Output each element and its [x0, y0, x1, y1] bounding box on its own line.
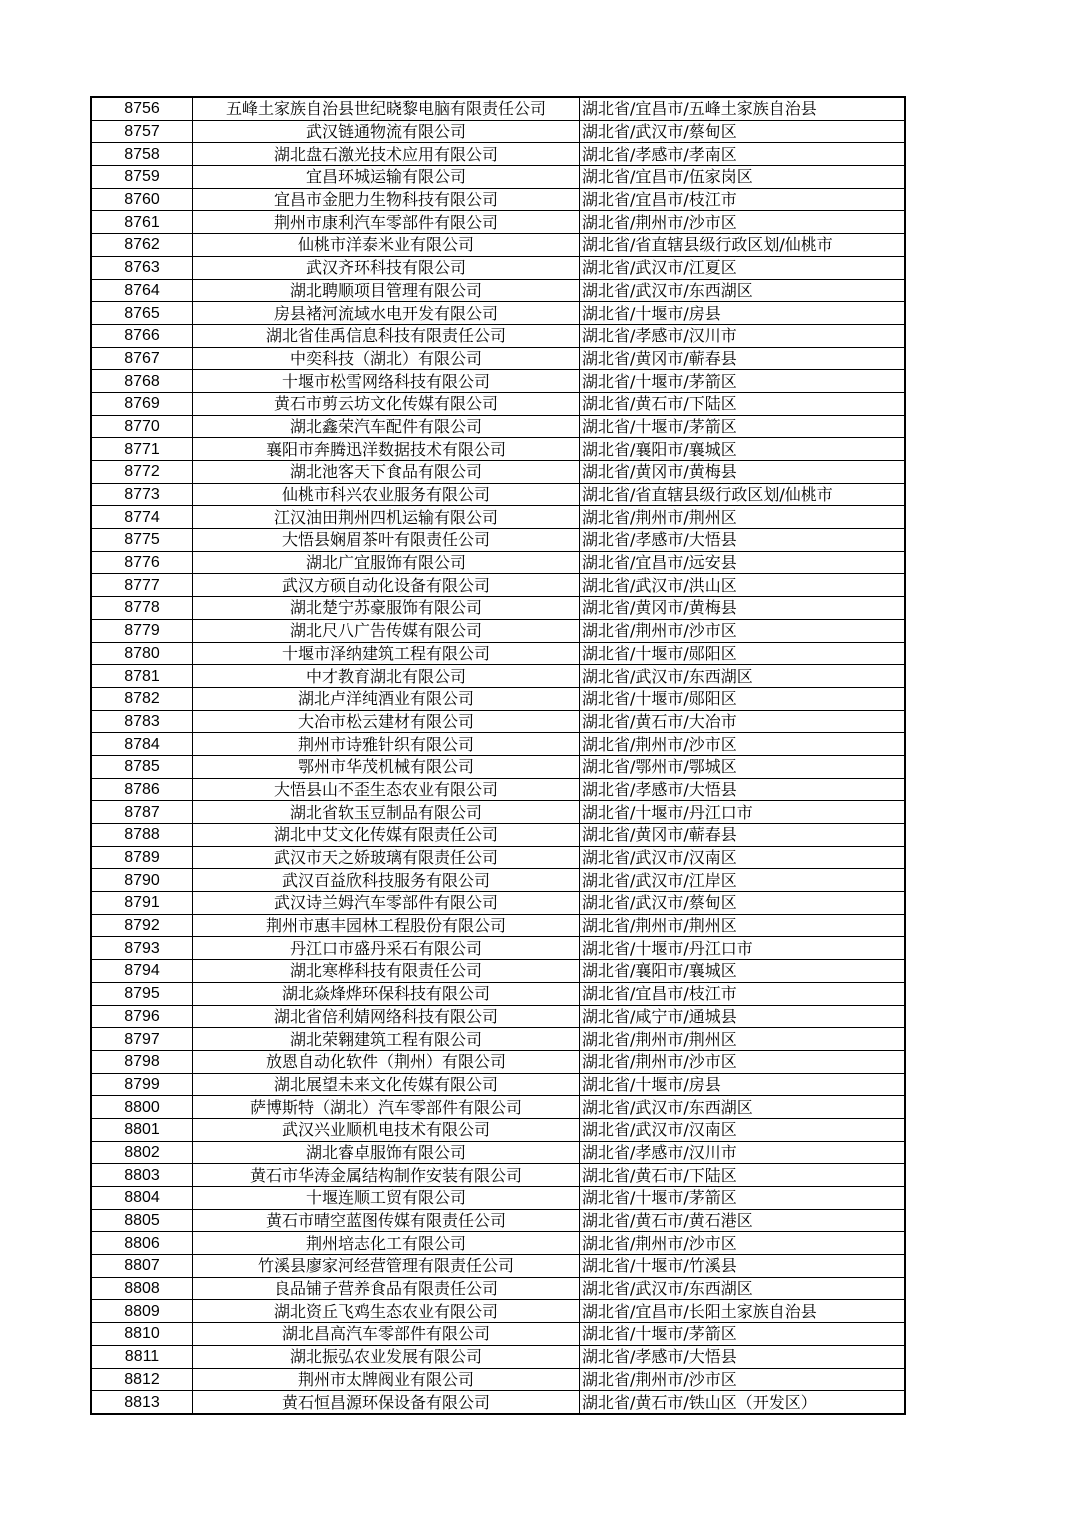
row-number-cell: 8790	[91, 869, 193, 892]
row-number-cell: 8778	[91, 597, 193, 620]
company-name-cell: 湖北资丘飞鸡生态农业有限公司	[193, 1300, 580, 1323]
table-row	[91, 801, 905, 824]
company-name-cell: 湖北荣翱建筑工程有限公司	[193, 1028, 580, 1051]
company-name-cell: 湖北盘石激光技术应用有限公司	[193, 143, 580, 166]
table-row	[91, 256, 905, 279]
row-number-cell: 8791	[91, 892, 193, 915]
company-name-cell: 十堰市松雪网络科技有限公司	[193, 370, 580, 393]
table-row	[91, 824, 905, 847]
table-row	[91, 665, 905, 688]
table-row	[91, 846, 905, 869]
company-name-cell: 荆州市惠丰园林工程股份有限公司	[193, 914, 580, 937]
company-name-cell: 黄石恒昌源环保设备有限公司	[193, 1391, 580, 1414]
row-number-cell: 8797	[91, 1028, 193, 1051]
company-name-cell: 放恩自动化软件（荆州）有限公司	[193, 1050, 580, 1073]
row-number-cell: 8794	[91, 960, 193, 983]
row-number-cell: 8758	[91, 143, 193, 166]
region-cell: 湖北省/武汉市/东西湖区	[580, 665, 906, 688]
table-row	[91, 1323, 905, 1346]
company-name-cell: 宜昌环城运输有限公司	[193, 166, 580, 189]
company-name-cell: 中奕科技（湖北）有限公司	[193, 347, 580, 370]
company-name-cell: 十堰连顺工贸有限公司	[193, 1187, 580, 1210]
company-name-cell: 丹江口市盛丹采石有限公司	[193, 937, 580, 960]
row-number-cell: 8763	[91, 256, 193, 279]
company-name-cell: 竹溪县廖家河经营管理有限责任公司	[193, 1255, 580, 1278]
table-row	[91, 370, 905, 393]
region-cell: 湖北省/荆州市/沙市区	[580, 211, 906, 234]
company-name-cell: 湖北焱烽烨环保科技有限公司	[193, 982, 580, 1005]
row-number-cell: 8803	[91, 1164, 193, 1187]
region-cell: 湖北省/荆州市/沙市区	[580, 619, 906, 642]
region-cell: 湖北省/武汉市/东西湖区	[580, 279, 906, 302]
region-cell: 湖北省/黄石市/大冶市	[580, 710, 906, 733]
company-name-cell: 湖北卢洋纯酒业有限公司	[193, 687, 580, 710]
region-cell: 湖北省/鄂州市/鄂城区	[580, 755, 906, 778]
company-name-cell: 十堰市泽纳建筑工程有限公司	[193, 642, 580, 665]
region-cell: 湖北省/武汉市/东西湖区	[580, 1096, 906, 1119]
row-number-cell: 8777	[91, 574, 193, 597]
region-cell: 湖北省/孝感市/大悟县	[580, 529, 906, 552]
company-name-cell: 黄石市华涛金属结构制作安装有限公司	[193, 1164, 580, 1187]
company-name-cell: 荆州培志化工有限公司	[193, 1232, 580, 1255]
table-row	[91, 120, 905, 143]
row-number-cell: 8812	[91, 1368, 193, 1391]
row-number-cell: 8795	[91, 982, 193, 1005]
row-number-cell: 8805	[91, 1209, 193, 1232]
region-cell: 湖北省/武汉市/汉南区	[580, 846, 906, 869]
table-row	[91, 483, 905, 506]
table-row	[91, 982, 905, 1005]
company-name-cell: 湖北睿卓服饰有限公司	[193, 1141, 580, 1164]
table-row	[91, 1277, 905, 1300]
region-cell: 湖北省/黄冈市/黄梅县	[580, 461, 906, 484]
row-number-cell: 8774	[91, 506, 193, 529]
row-number-cell: 8793	[91, 937, 193, 960]
region-cell: 湖北省/荆州市/沙市区	[580, 1232, 906, 1255]
company-name-cell: 湖北鑫荣汽车配件有限公司	[193, 415, 580, 438]
region-cell: 湖北省/荆州市/荆州区	[580, 914, 906, 937]
region-cell: 湖北省/黄石市/铁山区（开发区）	[580, 1391, 906, 1414]
table-row	[91, 438, 905, 461]
table-row	[91, 415, 905, 438]
row-number-cell: 8810	[91, 1323, 193, 1346]
region-cell: 湖北省/黄冈市/蕲春县	[580, 824, 906, 847]
table-row	[91, 279, 905, 302]
table-row	[91, 1232, 905, 1255]
row-number-cell: 8800	[91, 1096, 193, 1119]
row-number-cell: 8775	[91, 529, 193, 552]
region-cell: 湖北省/十堰市/房县	[580, 1073, 906, 1096]
company-name-cell: 湖北中艾文化传媒有限责任公司	[193, 824, 580, 847]
region-cell: 湖北省/襄阳市/襄城区	[580, 960, 906, 983]
region-cell: 湖北省/孝感市/汉川市	[580, 1141, 906, 1164]
table-row	[91, 1005, 905, 1028]
row-number-cell: 8796	[91, 1005, 193, 1028]
row-number-cell: 8779	[91, 619, 193, 642]
row-number-cell: 8783	[91, 710, 193, 733]
region-cell: 湖北省/十堰市/郧阳区	[580, 642, 906, 665]
region-cell: 湖北省/宜昌市/枝江市	[580, 982, 906, 1005]
company-table-body	[91, 97, 905, 1414]
region-cell: 湖北省/孝感市/汉川市	[580, 324, 906, 347]
row-number-cell: 8799	[91, 1073, 193, 1096]
company-name-cell: 湖北省软玉豆制品有限公司	[193, 801, 580, 824]
company-name-cell: 湖北聘顺项目管理有限公司	[193, 279, 580, 302]
table-row	[91, 1118, 905, 1141]
row-number-cell: 8769	[91, 392, 193, 415]
table-row	[91, 1073, 905, 1096]
row-number-cell: 8807	[91, 1255, 193, 1278]
company-name-cell: 湖北省佳禹信息科技有限责任公司	[193, 324, 580, 347]
company-name-cell: 武汉方硕自动化设备有限公司	[193, 574, 580, 597]
table-row	[91, 710, 905, 733]
row-number-cell: 8784	[91, 733, 193, 756]
row-number-cell: 8787	[91, 801, 193, 824]
region-cell: 湖北省/武汉市/汉南区	[580, 1118, 906, 1141]
row-number-cell: 8798	[91, 1050, 193, 1073]
company-name-cell: 黄石市剪云坊文化传媒有限公司	[193, 392, 580, 415]
company-name-cell: 武汉兴业顺机电技术有限公司	[193, 1118, 580, 1141]
table-row	[91, 529, 905, 552]
row-number-cell: 8808	[91, 1277, 193, 1300]
company-name-cell: 大悟县山不歪生态农业有限公司	[193, 778, 580, 801]
table-row	[91, 1141, 905, 1164]
region-cell: 湖北省/十堰市/房县	[580, 302, 906, 325]
table-row	[91, 914, 905, 937]
company-name-cell: 湖北尺八广告传媒有限公司	[193, 619, 580, 642]
region-cell: 湖北省/襄阳市/襄城区	[580, 438, 906, 461]
region-cell: 湖北省/十堰市/茅箭区	[580, 370, 906, 393]
company-name-cell: 湖北广宜服饰有限公司	[193, 551, 580, 574]
region-cell: 湖北省/十堰市/茅箭区	[580, 415, 906, 438]
company-name-cell: 湖北池客天下食品有限公司	[193, 461, 580, 484]
table-row	[91, 1050, 905, 1073]
region-cell: 湖北省/荆州市/沙市区	[580, 1050, 906, 1073]
table-row	[91, 97, 905, 120]
company-name-cell: 湖北省倍利婧网络科技有限公司	[193, 1005, 580, 1028]
region-cell: 湖北省/黄冈市/蕲春县	[580, 347, 906, 370]
company-name-cell: 江汉油田荆州四机运输有限公司	[193, 506, 580, 529]
region-cell: 湖北省/孝感市/大悟县	[580, 1345, 906, 1368]
company-name-cell: 良品铺子营养食品有限责任公司	[193, 1277, 580, 1300]
row-number-cell: 8782	[91, 687, 193, 710]
company-name-cell: 五峰土家族自治县世纪晓黎电脑有限责任公司	[193, 97, 580, 120]
table-row	[91, 461, 905, 484]
region-cell: 湖北省/荆州市/沙市区	[580, 1368, 906, 1391]
table-row	[91, 733, 905, 756]
row-number-cell: 8771	[91, 438, 193, 461]
company-name-cell: 襄阳市奔腾迅洋数据技术有限公司	[193, 438, 580, 461]
table-row	[91, 211, 905, 234]
region-cell: 湖北省/黄石市/下陆区	[580, 392, 906, 415]
company-name-cell: 武汉市天之娇玻璃有限责任公司	[193, 846, 580, 869]
table-row	[91, 1096, 905, 1119]
row-number-cell: 8811	[91, 1345, 193, 1368]
row-number-cell: 8789	[91, 846, 193, 869]
company-name-cell: 大悟县娴眉茶叶有限责任公司	[193, 529, 580, 552]
row-number-cell: 8781	[91, 665, 193, 688]
table-row	[91, 506, 905, 529]
row-number-cell: 8773	[91, 483, 193, 506]
region-cell: 湖北省/十堰市/茅箭区	[580, 1323, 906, 1346]
region-cell: 湖北省/十堰市/丹江口市	[580, 801, 906, 824]
table-row	[91, 642, 905, 665]
row-number-cell: 8767	[91, 347, 193, 370]
region-cell: 湖北省/武汉市/江岸区	[580, 869, 906, 892]
region-cell: 湖北省/荆州市/荆州区	[580, 1028, 906, 1051]
company-name-cell: 萨博斯特（湖北）汽车零部件有限公司	[193, 1096, 580, 1119]
table-row	[91, 1187, 905, 1210]
company-name-cell: 鄂州市华茂机械有限公司	[193, 755, 580, 778]
company-name-cell: 仙桃市科兴农业服务有限公司	[193, 483, 580, 506]
table-row	[91, 143, 905, 166]
region-cell: 湖北省/武汉市/江夏区	[580, 256, 906, 279]
region-cell: 湖北省/黄冈市/黄梅县	[580, 597, 906, 620]
region-cell: 湖北省/荆州市/荆州区	[580, 506, 906, 529]
row-number-cell: 8756	[91, 97, 193, 120]
table-row	[91, 234, 905, 257]
row-number-cell: 8776	[91, 551, 193, 574]
company-name-cell: 湖北楚宁苏豪服饰有限公司	[193, 597, 580, 620]
region-cell: 湖北省/十堰市/丹江口市	[580, 937, 906, 960]
row-number-cell: 8788	[91, 824, 193, 847]
table-row	[91, 1300, 905, 1323]
region-cell: 湖北省/宜昌市/五峰土家族自治县	[580, 97, 906, 120]
region-cell: 湖北省/孝感市/孝南区	[580, 143, 906, 166]
region-cell: 湖北省/孝感市/大悟县	[580, 778, 906, 801]
table-row	[91, 166, 905, 189]
region-cell: 湖北省/宜昌市/伍家岗区	[580, 166, 906, 189]
company-name-cell: 仙桃市洋泰米业有限公司	[193, 234, 580, 257]
company-table	[90, 96, 906, 1415]
table-row	[91, 1028, 905, 1051]
table-row	[91, 1345, 905, 1368]
row-number-cell: 8760	[91, 188, 193, 211]
row-number-cell: 8765	[91, 302, 193, 325]
region-cell: 湖北省/黄石市/下陆区	[580, 1164, 906, 1187]
table-row	[91, 597, 905, 620]
table-row	[91, 1391, 905, 1414]
region-cell: 湖北省/宜昌市/枝江市	[580, 188, 906, 211]
table-row	[91, 1209, 905, 1232]
table-row	[91, 937, 905, 960]
row-number-cell: 8780	[91, 642, 193, 665]
row-number-cell: 8766	[91, 324, 193, 347]
company-name-cell: 武汉百益欣科技服务有限公司	[193, 869, 580, 892]
table-row	[91, 551, 905, 574]
region-cell: 湖北省/武汉市/蔡甸区	[580, 120, 906, 143]
company-name-cell: 中才教育湖北有限公司	[193, 665, 580, 688]
company-name-cell: 湖北昌高汽车零部件有限公司	[193, 1323, 580, 1346]
row-number-cell: 8759	[91, 166, 193, 189]
region-cell: 湖北省/宜昌市/远安县	[580, 551, 906, 574]
table-row	[91, 347, 905, 370]
row-number-cell: 8785	[91, 755, 193, 778]
company-name-cell: 武汉诗兰姆汽车零部件有限公司	[193, 892, 580, 915]
region-cell: 湖北省/咸宁市/通城县	[580, 1005, 906, 1028]
region-cell: 湖北省/武汉市/洪山区	[580, 574, 906, 597]
table-row	[91, 892, 905, 915]
region-cell: 湖北省/武汉市/东西湖区	[580, 1277, 906, 1300]
company-name-cell: 大冶市松云建材有限公司	[193, 710, 580, 733]
row-number-cell: 8802	[91, 1141, 193, 1164]
company-name-cell: 房县褚河流域水电开发有限公司	[193, 302, 580, 325]
region-cell: 湖北省/十堰市/茅箭区	[580, 1187, 906, 1210]
region-cell: 湖北省/武汉市/蔡甸区	[580, 892, 906, 915]
table-row	[91, 324, 905, 347]
table-row	[91, 755, 905, 778]
company-name-cell: 湖北振弘农业发展有限公司	[193, 1345, 580, 1368]
table-row	[91, 869, 905, 892]
table-row	[91, 960, 905, 983]
company-name-cell: 宜昌市金肥力生物科技有限公司	[193, 188, 580, 211]
company-name-cell: 荆州市诗雅针织有限公司	[193, 733, 580, 756]
row-number-cell: 8757	[91, 120, 193, 143]
region-cell: 湖北省/黄石市/黄石港区	[580, 1209, 906, 1232]
row-number-cell: 8761	[91, 211, 193, 234]
region-cell: 湖北省/荆州市/沙市区	[580, 733, 906, 756]
row-number-cell: 8813	[91, 1391, 193, 1414]
company-name-cell: 湖北寒桦科技有限责任公司	[193, 960, 580, 983]
company-name-cell: 黄石市晴空蓝图传媒有限责任公司	[193, 1209, 580, 1232]
company-name-cell: 荆州市康利汽车零部件有限公司	[193, 211, 580, 234]
table-row	[91, 1164, 905, 1187]
table-row	[91, 778, 905, 801]
company-name-cell: 湖北展望未来文化传媒有限公司	[193, 1073, 580, 1096]
table-row	[91, 188, 905, 211]
table-row	[91, 687, 905, 710]
row-number-cell: 8762	[91, 234, 193, 257]
row-number-cell: 8768	[91, 370, 193, 393]
row-number-cell: 8804	[91, 1187, 193, 1210]
region-cell: 湖北省/省直辖县级行政区划/仙桃市	[580, 483, 906, 506]
row-number-cell: 8792	[91, 914, 193, 937]
region-cell: 湖北省/十堰市/竹溪县	[580, 1255, 906, 1278]
table-row	[91, 302, 905, 325]
table-row	[91, 574, 905, 597]
table-row	[91, 1255, 905, 1278]
region-cell: 湖北省/十堰市/郧阳区	[580, 687, 906, 710]
row-number-cell: 8770	[91, 415, 193, 438]
row-number-cell: 8786	[91, 778, 193, 801]
row-number-cell: 8801	[91, 1118, 193, 1141]
company-name-cell: 武汉齐环科技有限公司	[193, 256, 580, 279]
table-row	[91, 1368, 905, 1391]
company-name-cell: 荆州市太牌阀业有限公司	[193, 1368, 580, 1391]
table-row	[91, 619, 905, 642]
company-name-cell: 武汉链通物流有限公司	[193, 120, 580, 143]
region-cell: 湖北省/宜昌市/长阳土家族自治县	[580, 1300, 906, 1323]
row-number-cell: 8764	[91, 279, 193, 302]
table-row	[91, 392, 905, 415]
region-cell: 湖北省/省直辖县级行政区划/仙桃市	[580, 234, 906, 257]
row-number-cell: 8809	[91, 1300, 193, 1323]
row-number-cell: 8772	[91, 461, 193, 484]
row-number-cell: 8806	[91, 1232, 193, 1255]
